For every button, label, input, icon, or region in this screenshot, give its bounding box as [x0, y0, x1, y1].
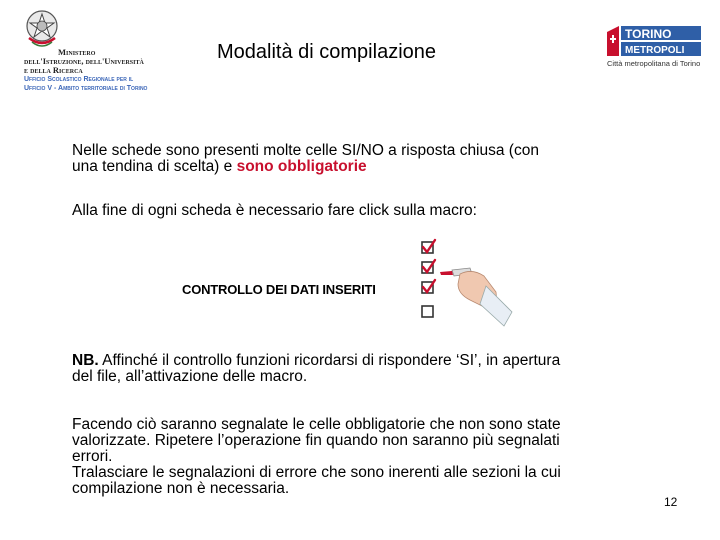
page-number: 12	[664, 495, 678, 509]
checklist-hand-icon	[400, 234, 518, 336]
paragraph-errors-line2: valorizzate. Ripetere l’operazione fin quando non saranno più segnalati	[72, 432, 560, 449]
ministry-name-line2: dell'Istruzione, dell'Università	[24, 56, 144, 66]
paragraph-errors	[72, 417, 561, 497]
paragraph-errors-line4: Tralasciare le segnalazioni di errore che sono inerenti alle sezioni la cui	[72, 464, 561, 481]
office-line2: Ufficio V - Ambito territoriale di Torino	[24, 85, 148, 92]
paragraph-nb-line1	[72, 353, 560, 369]
ministry-logo	[20, 8, 180, 94]
ministry-name-line1: Ministero	[58, 47, 96, 57]
paragraph-errors-line3: errori.	[72, 448, 113, 465]
paragraph-cells-line1: Nelle schede sono presenti molte celle SI/NO a risposta chiusa (con	[72, 142, 539, 159]
paragraph-nb	[72, 353, 560, 385]
torino-subtitle: Città metropolitana di Torino	[607, 59, 701, 68]
paragraph-cells-line2	[72, 159, 539, 175]
nb-text: Affinché il controllo funzioni ricordarsi di rispondere ‘SI’, in apertura	[98, 352, 561, 369]
paragraph-cells	[72, 143, 539, 175]
mandatory-highlight: sono obbligatorie	[236, 158, 367, 175]
republic-emblem-icon	[24, 8, 60, 54]
ministry-name-line3: e della Ricerca	[24, 65, 83, 75]
paragraph-errors-line5: compilazione non è necessaria.	[72, 480, 290, 497]
paragraph-macro-instruction: Alla fine di ogni scheda è necessario fare click sulla macro:	[72, 202, 477, 219]
torino-logo-top-text: TORINO	[625, 27, 672, 41]
nb-label: NB.	[72, 352, 99, 369]
torino-logo-bottom-text: METROPOLI	[625, 45, 685, 56]
office-line1: Ufficio Scolastico Regionale per il	[24, 76, 134, 83]
macro-button-label[interactable]: CONTROLLO DEI DATI INSERITI	[182, 282, 376, 297]
page-title: Modalità di compilazione	[217, 41, 437, 63]
paragraph-nb-line2: del file, all’attivazione delle macro.	[72, 368, 308, 385]
paragraph-errors-line1: Facendo ciò saranno segnalate le celle obbligatorie che non sono state	[72, 416, 561, 433]
paragraph-cells-line2-prefix: una tendina di scelta) e	[72, 158, 237, 175]
